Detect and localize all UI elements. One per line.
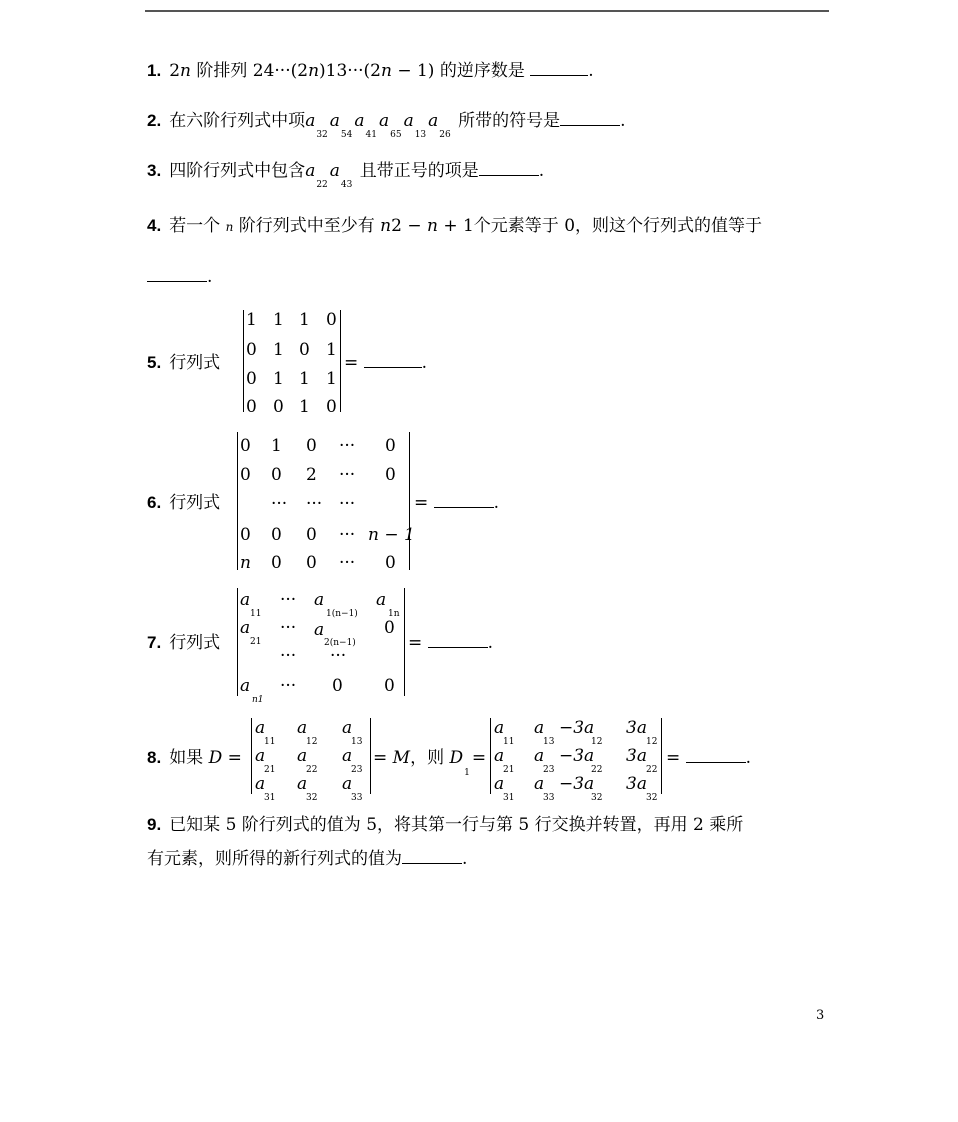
answer-blank-8[interactable]	[686, 761, 746, 763]
top-rule	[145, 10, 829, 12]
answer-blank-2[interactable]	[560, 124, 620, 126]
answer-blank-4[interactable]	[147, 280, 207, 282]
answer-blank-9[interactable]	[402, 862, 462, 864]
answer-blank-3[interactable]	[479, 174, 539, 176]
answer-blank-1[interactable]	[530, 74, 588, 76]
question-3: 3. 四阶行列式中包含$a_{22}a_{43}$ 且带正号的项是 .	[147, 161, 545, 190]
question-4-answer: .	[147, 266, 212, 288]
determinant-q7: a 11 ··· a 1(n−1) a 1n a 21 ··· a 2(n−1) 0 ··· ··· a n1 ··· 0 0	[237, 588, 405, 696]
question-9-line2: 有元素，则所得的新行列式的值为 .	[147, 849, 468, 869]
answer-blank-7[interactable]	[428, 646, 488, 648]
page-number: 3	[816, 1008, 825, 1023]
question-7-label: 7. 行列式	[147, 633, 221, 653]
determinant-q6: 0 1 0 ··· 0 0 0 2 ··· 0 ··· ··· ··· 0 0 0 ··· n − 1 n 0 0 ··· 0	[237, 432, 410, 570]
question-8-label: 8. 如果 D =	[147, 748, 242, 768]
answer-blank-6[interactable]	[434, 506, 494, 508]
determinant-q5: 1 1 1 0 0 1 0 1 0 1 1 1 0 0 1 0	[243, 310, 341, 412]
determinant-D: a 11 a 12 a 13 a 21 a 22 a 23 a 31 a 32 a 33	[251, 718, 371, 794]
question-5-label: 5. 行列式	[147, 353, 221, 373]
question-6-label: 6. 行列式	[147, 493, 221, 513]
question-9: 9. 已知某 5 阶行列式的值为 5，将其第一行与第 5 行交换并转置，再用 2 乘所	[147, 815, 744, 835]
answer-blank-5[interactable]	[364, 366, 422, 368]
question-4: 4. 若一个 n 阶行列式中至少有 n2 − n + 1个元素等于 0，则这个行列式的值等于	[147, 216, 763, 236]
question-2: 2. 在六阶行列式中项$a_{32}a_{54}a_{41}a_{65}a_{13}a_{26}$ 所带的符号是 .	[147, 111, 626, 140]
determinant-D1: a 11 a 13 −3a 12 3a 12 a 21 a 23 −3a 22 3a 22 a 31 a 33 −3a 32 3a 32	[490, 718, 662, 794]
question-1: 1. 2n 阶排列 24···(2n)13···(2n − 1) 的逆序数是 .	[147, 61, 594, 81]
